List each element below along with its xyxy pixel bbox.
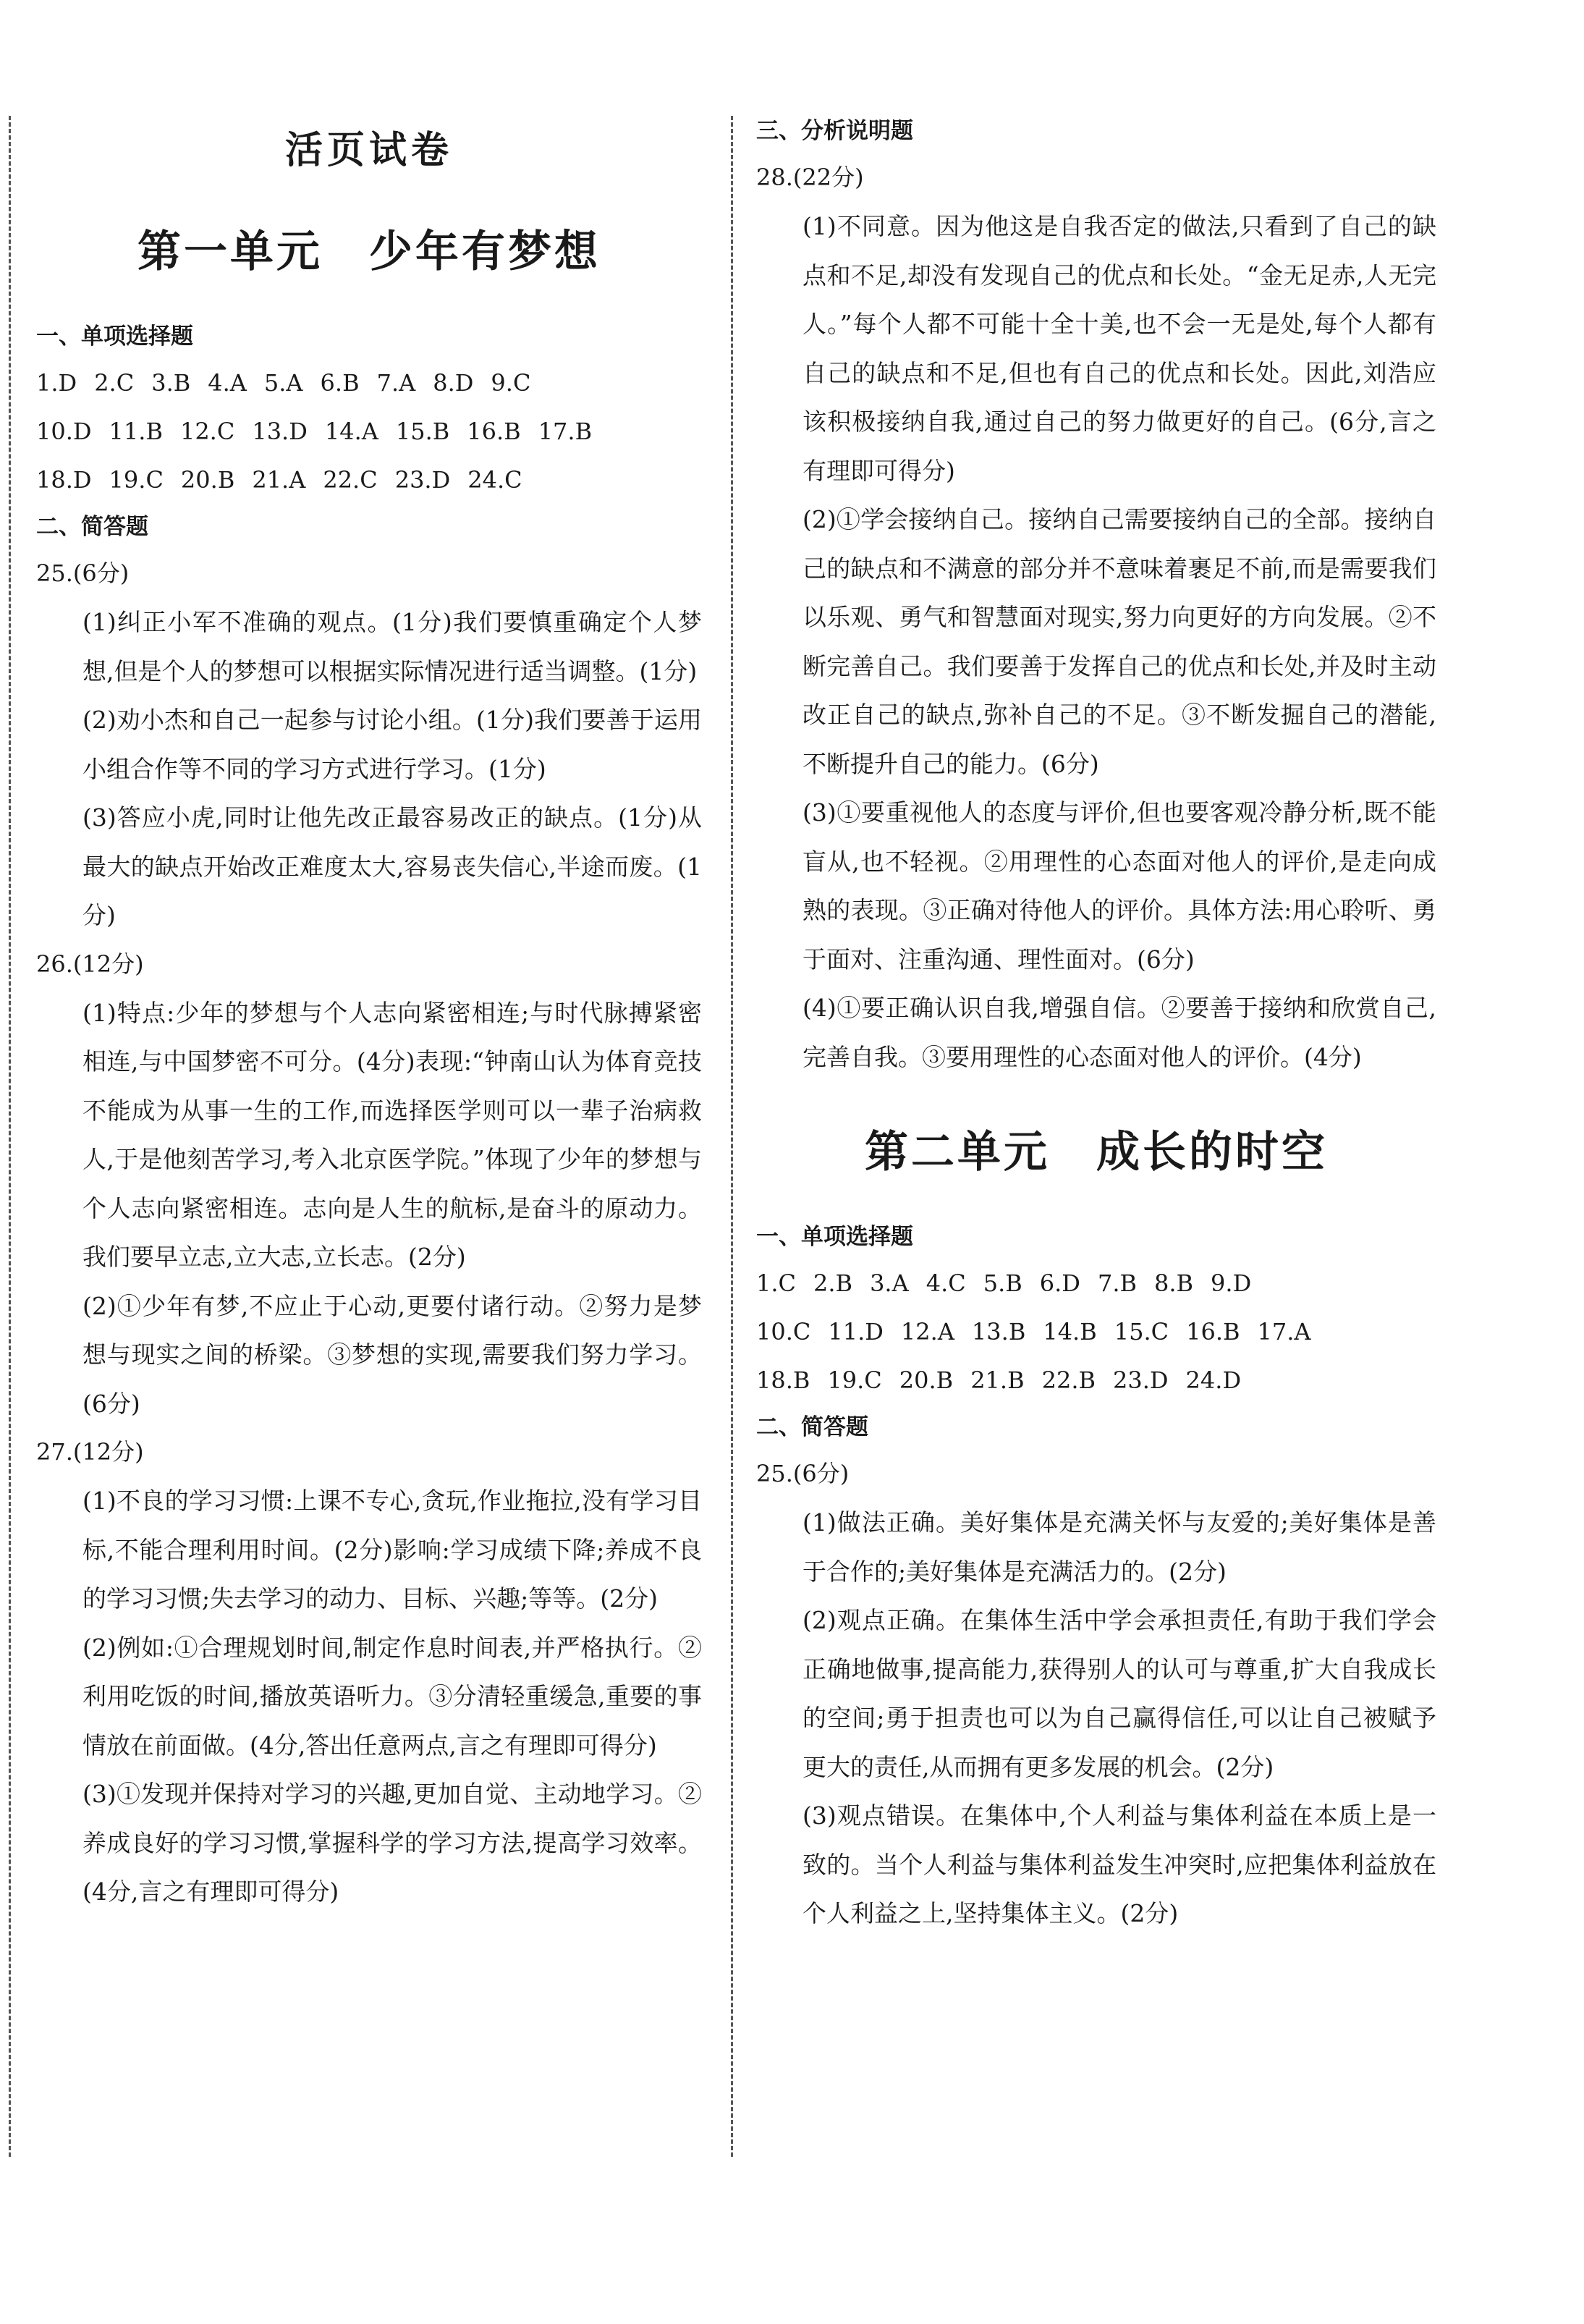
mc-answer: 22.B (1041, 1366, 1096, 1394)
mc-answer: 16.B (1186, 1318, 1240, 1345)
mc-answer: 15.B (395, 418, 450, 445)
q28-part-2: (2)①学会接纳自己。接纳自己需要接纳自己的全部。接纳自己的缺点和不满意的部分并不意味着裹足不前,而是需要我们以乐观、勇气和智慧面对现实,努力向更好的方向发展。②不断完善自己。我们要善于发挥自己的优点和长处,并及时主动改正自己的缺点,弥补自己的不足。③不断发掘自己的潜能,不断提升自己的能力。(6分) (802, 505, 1436, 778)
mc-answer: 14.B (1043, 1318, 1097, 1345)
q28-heading: 28.(22分) (756, 164, 864, 191)
unit2-short-answer-heading: 二、简答题 (756, 1414, 868, 1440)
q25-heading: 25.(6分) (36, 559, 130, 587)
mc-answer: 23.D (394, 466, 451, 494)
mc-answer: 12.C (179, 418, 235, 445)
page-title: 活页试卷 (284, 129, 453, 172)
mc-answer: 4.A (208, 369, 247, 397)
analysis-heading: 三、分析说明题 (756, 118, 913, 144)
mc-answer: 1.C (756, 1269, 797, 1297)
q25-part-2: (2)劝小杰和自己一起参与讨论小组。(1分)我们要善于运用小组合作等不同的学习方式进行学习。(1分) (82, 706, 702, 783)
mc-answer: 16.B (467, 418, 521, 445)
mc-answer: 14.A (324, 418, 378, 445)
q25-part-3: (3)答应小虎,同时让他先改正最容易改正的缺点。(1分)从最大的缺点开始改正难度太大,容易丧失信心,半途而废。(1分) (82, 803, 702, 929)
mc-answer: 10.C (756, 1318, 811, 1345)
mc-answer: 7.B (1097, 1269, 1137, 1297)
unit2-q25-part-2: (2)观点正确。在集体生活中学会承担责任,有助于我们学会正确地做事,提高能力,获得别人的认可与尊重,扩大自我成长的空间;勇于担责也可以为自己赢得信任,可以让自己被赋予更大的责任,从而拥有更多发展的机会。(2分) (802, 1606, 1436, 1781)
left-column (36, 109, 702, 1917)
mc-answer: 22.C (323, 466, 378, 494)
unit2-q25-part-3: (3)观点错误。在集体中,个人利益与集体利益在本质上是一致的。当个人利益与集体利益发生冲突时,应把集体利益放在个人利益之上,坚持集体主义。(2分) (802, 1801, 1436, 1927)
mc-answer: 17.B (538, 418, 593, 445)
mc-answer: 12.A (900, 1318, 954, 1345)
mc-answer: 24.D (1185, 1366, 1242, 1394)
mc-answer: 13.B (971, 1318, 1026, 1345)
unit2-mc-row-3 (756, 1356, 1436, 1405)
mc-answer: 3.A (870, 1269, 909, 1297)
mc-answer: 7.A (376, 369, 416, 397)
unit2-q25-part-1: (1)做法正确。美好集体是充满关怀与友爱的;美好集体是善于合作的;美好集体是充满活力的。(2分) (802, 1508, 1436, 1586)
mc-answer: 9.C (491, 369, 531, 397)
mc-answer: 11.B (109, 418, 163, 445)
mc-answer: 8.B (1154, 1269, 1194, 1297)
q27-part-1: (1)不良的学习习惯:上课不专心,贪玩,作业拖拉,没有学习目标,不能合理利用时间。(2分)影响:学习成绩下降;养成不良的学习习惯;失去学习的动力、目标、兴趣;等等。(2分) (82, 1487, 702, 1613)
mc-answer: 8.D (433, 369, 474, 397)
q27-part-3: (3)①发现并保持对学习的兴趣,更加自觉、主动地学习。②养成良好的学习习惯,掌握科学的学习方法,提高学习效率。(4分,言之有理即可得分) (82, 1780, 702, 1906)
mc-answer: 10.D (36, 418, 92, 445)
mc-answer: 20.B (180, 466, 235, 494)
unit2-title: 第二单元 成长的时空 (865, 1127, 1328, 1178)
unit1-short-answer-heading: 二、简答题 (36, 514, 148, 540)
unit2-mc-heading: 一、单项选择题 (756, 1224, 913, 1250)
right-column (756, 109, 1436, 1938)
mc-answer: 24.C (467, 466, 522, 494)
mc-answer: 18.B (756, 1366, 810, 1394)
mc-answer: 2.B (813, 1269, 853, 1297)
unit1-mc-row-3 (36, 456, 702, 504)
mc-answer: 6.B (320, 369, 360, 397)
q27-part-2: (2)例如:①合理规划时间,制定作息时间表,并严格执行。②利用吃饭的时间,播放英语听力。③分清轻重缓急,重要的事情放在前面做。(4分,答出任意两点,言之有理即可得分) (82, 1633, 702, 1759)
q28-part-1: (1)不同意。因为他这是自我否定的做法,只看到了自己的缺点和不足,却没有发现自己的优点和长处。“金无足赤,人无完人。”每个人都不可能十全十美,也不会一无是处,每个人都有自己的缺点和不足,但也有自己的优点和长处。因此,刘浩应该积极接纳自我,通过自己的努力做更好的自己。(6分,言之有理即可得分) (802, 212, 1436, 485)
unit1-mc-heading: 一、单项选择题 (36, 324, 193, 350)
mc-answer: 18.D (36, 466, 92, 494)
mc-answer: 5.B (983, 1269, 1022, 1297)
q27-heading: 27.(12分) (36, 1438, 144, 1466)
mc-answer: 13.D (252, 418, 308, 445)
q25-part-1: (1)纠正小军不准确的观点。(1分)我们要慎重确定个人梦想,但是个人的梦想可以根据实际情况进行适当调整。(1分) (82, 608, 702, 685)
mc-answer: 19.C (827, 1366, 882, 1394)
unit2-mc-row-2 (756, 1308, 1436, 1356)
mc-answer: 23.D (1113, 1366, 1169, 1394)
mc-answer: 5.A (263, 369, 303, 397)
mc-answer: 17.A (1257, 1318, 1311, 1345)
mc-answer: 11.D (828, 1318, 884, 1345)
center-dashed-divider (731, 116, 733, 2157)
unit2-q25-heading: 25.(6分) (756, 1460, 850, 1487)
mc-answer: 21.A (252, 466, 306, 494)
left-margin-dashed-line (9, 116, 11, 2157)
mc-answer: 21.B (970, 1366, 1025, 1394)
mc-answer: 4.C (926, 1269, 966, 1297)
mc-answer: 9.D (1211, 1269, 1252, 1297)
mc-answer: 2.C (94, 369, 135, 397)
mc-answer: 15.C (1114, 1318, 1169, 1345)
unit1-mc-row-1 (36, 359, 702, 407)
q28-part-4: (4)①要正确认识自我,增强自信。②要善于接纳和欣赏自己,完善自我。③要用理性的心态面对他人的评价。(4分) (802, 994, 1436, 1071)
mc-answer: 3.B (151, 369, 191, 397)
q26-part-1: (1)特点:少年的梦想与个人志向紧密相连;与时代脉搏紧密相连,与中国梦密不可分。(4分)表现:“钟南山认为体育竞技不能成为从事一生的工作,而选择医学则可以一辈子治病救人,于是他刻苦学习,考入北京医学院。”体现了少年的梦想与个人志向紧密相连。志向是人生的航标,是奋斗的原动力。我们要早立志,立大志,立长志。(2分) (82, 998, 702, 1271)
q26-part-2: (2)①少年有梦,不应止于心动,更要付诸行动。②努力是梦想与现实之间的桥梁。③梦想的实现,需要我们努力学习。(6分) (82, 1291, 702, 1418)
mc-answer: 19.C (109, 466, 164, 494)
mc-answer: 1.D (36, 369, 77, 397)
q28-part-3: (3)①要重视他人的态度与评价,但也要客观冷静分析,既不能盲从,也不轻视。②用理性的心态面对他人的评价,是走向成熟的表现。③正确对待他人的评价。具体方法:用心聆听、勇于面对、注重沟通、理性面对。(6分) (802, 798, 1436, 973)
unit1-mc-row-2 (36, 407, 702, 456)
mc-answer: 6.D (1039, 1269, 1080, 1297)
mc-answer: 20.B (899, 1366, 954, 1394)
unit1-title: 第一单元 少年有梦想 (137, 227, 601, 277)
q26-heading: 26.(12分) (36, 950, 144, 978)
unit2-mc-row-1 (756, 1259, 1436, 1308)
